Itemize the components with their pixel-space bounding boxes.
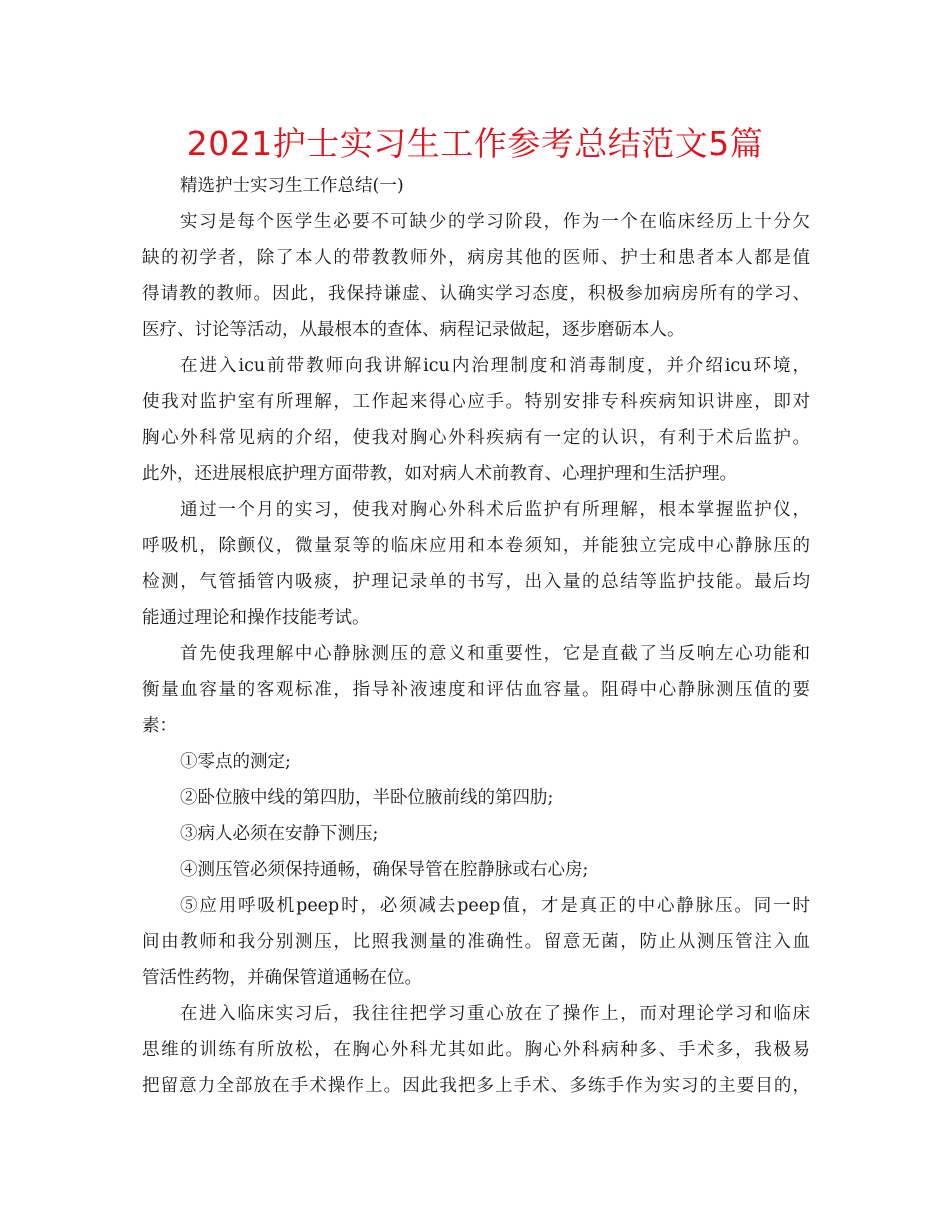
text-line: 实习是每个医学生必要不可缺少的学习阶段，作为一个在临床经历上十分欠: [180, 212, 810, 232]
text-line: ①零点的测定;: [180, 752, 291, 772]
text-line: 间由教师和我分别测压，比照我测量的准确性。留意无菌，防止从测压管注入血: [142, 932, 810, 952]
text-line: 检测，气管插管内吸痰，护理记录单的书写，出入量的总结等监护技能。最后均: [142, 572, 810, 592]
text-line: 能通过理论和操作技能考试。: [142, 608, 370, 628]
text-line: 医疗、讨论等活动，从最根本的查体、病程记录做起，逐步磨砺本人。: [142, 320, 685, 340]
text-line: 精选护士实习生工作总结(一): [180, 176, 404, 196]
text-line: 胸心外科常见病的介绍，使我对胸心外科疾病有一定的认识，有利于术后监护。: [142, 428, 810, 448]
text-line: 首先使我理解中心静脉测压的意义和重要性，它是直截了当反响左心功能和: [180, 644, 810, 664]
text-line: 此外，还进展根底护理方面带教，如对病人术前教育、心理护理和生活护理。: [142, 464, 737, 484]
text-line: ③病人必须在安静下测压;: [180, 824, 379, 844]
text-line: 通过一个月的实习，使我对胸心外科术后监护有所理解，根本掌握监护仪，: [180, 500, 810, 520]
text-line: 思维的训练有所放松，在胸心外科尤其如此。胸心外科病种多、手术多，我极易: [142, 1040, 810, 1060]
text-line: 把留意力全部放在手术操作上。因此我把多上手术、多练手作为实习的主要目的，: [142, 1076, 810, 1096]
text-line: ⑤应用呼吸机peep时，必须减去peep值，才是真正的中心静脉压。同一时: [180, 896, 810, 916]
text-line: 在进入临床实习后，我往往把学习重心放在了操作上，而对理论学习和临床: [180, 1004, 810, 1024]
text-line: 呼吸机，除颤仪，微量泵等的临床应用和本卷须知，并能独立完成中心静脉压的: [142, 536, 810, 556]
text-line: 管活性药物，并确保管道通畅在位。: [142, 968, 422, 988]
text-line: 缺的初学者，除了本人的带教教师外，病房其他的医师、护士和患者本人都是值: [142, 248, 810, 268]
text-line: 得请教的教师。因此，我保持谦虚、认确实学习态度，积极参加病房所有的学习、: [142, 284, 810, 304]
text-line: 衡量血容量的客观标准，指导补液速度和评估血容量。阻碍中心静脉测压值的要: [142, 680, 810, 700]
text-line: ②卧位腋中线的第四肋，半卧位腋前线的第四肋;: [180, 788, 554, 808]
text-line: 使我对监护室有所理解，工作起来得心应手。特别安排专科疾病知识讲座，即对: [142, 392, 810, 412]
document-title: 2021护士实习生工作参考总结范文5篇: [186, 124, 764, 163]
document-body: [142, 168, 810, 1104]
text-line: 在进入icu前带教师向我讲解icu内治理制度和消毒制度，并介绍icu环境，: [180, 356, 810, 376]
text-line: 素：: [142, 716, 177, 736]
text-line: ④测压管必须保持通畅，确保导管在腔静脉或右心房;: [180, 860, 589, 880]
